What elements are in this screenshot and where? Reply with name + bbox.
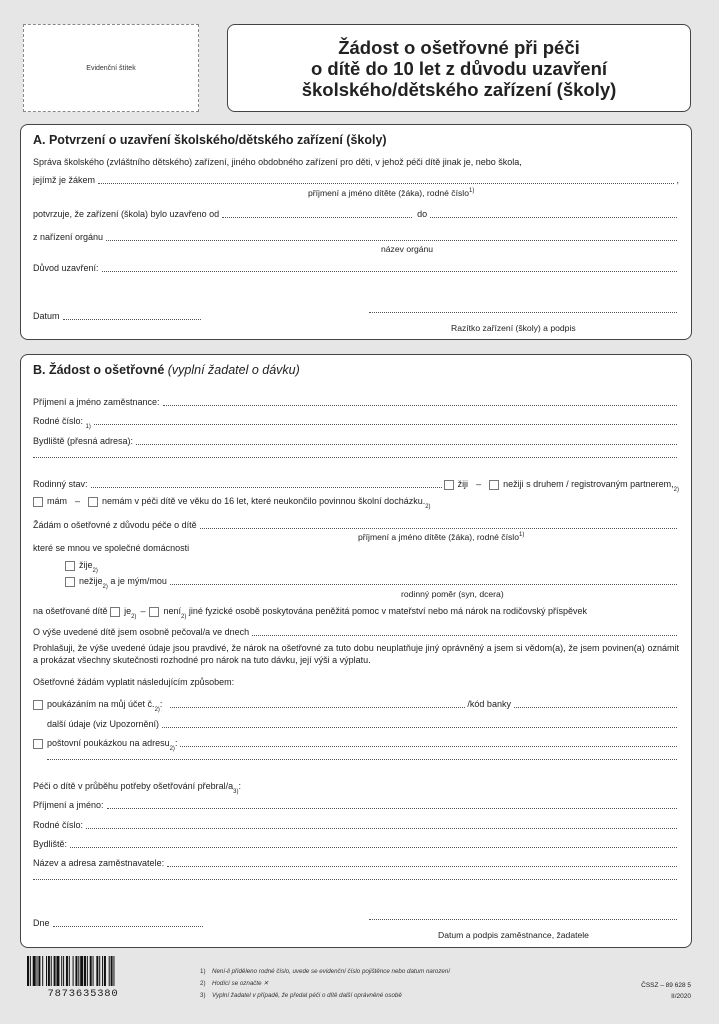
mam-checkbox[interactable] (33, 497, 43, 507)
employer-row-2[interactable] (33, 878, 679, 882)
barcode-bar (104, 956, 106, 986)
barcode-bar (113, 956, 114, 986)
household-row: které se mnou ve společné domácnosti (33, 543, 190, 553)
form-date: II/2020 (671, 993, 691, 1000)
barcode-bar (63, 956, 64, 986)
employee-name-row[interactable]: Příjmení a jméno zaměstnance: (33, 397, 679, 408)
child-care-row: mám – nemám v péči dítě ve věku do 16 let, které neukončilo povinnou školní docházku. 2) (33, 496, 679, 507)
nezije-checkbox[interactable] (65, 577, 75, 587)
barcode-bar (37, 956, 38, 986)
neziji-checkbox[interactable] (489, 480, 499, 490)
barcode (27, 956, 139, 989)
child-name-row[interactable]: jejímž je žákem , (33, 175, 679, 185)
title-line-3: školského/dětského zařízení (školy) (301, 78, 617, 100)
barcode-bar (75, 956, 77, 986)
evidence-label-text: Evidenční štítek (86, 64, 136, 72)
authority-row[interactable]: z nařízení orgánu (33, 232, 679, 243)
handover-name-row[interactable]: Příjmení a jméno: (33, 800, 679, 811)
address-row-2[interactable] (33, 456, 679, 460)
barcode-bar (109, 956, 110, 986)
account-checkbox[interactable] (33, 700, 43, 710)
barcode-bar (42, 956, 43, 986)
stamp-sub: Razítko zařízení (školy) a podpis (451, 323, 576, 333)
barcode-bar (99, 956, 100, 986)
relation-sub: rodinný poměr (syn, dcera) (401, 589, 504, 599)
other-details-row[interactable]: další údaje (viz Upozornění) (47, 719, 679, 730)
stamp-row[interactable] (366, 311, 679, 315)
request-child-sub: příjmení a jméno dítěte (žáka), rodné číslo$^{1)}$ (358, 532, 525, 542)
payment-method-label: Ošetřovné žádám vyplatit následujícím způsobem: (33, 677, 235, 687)
signature-row[interactable] (366, 918, 679, 922)
title-line-2: o dítě do 10 let z důvodu uzavření (310, 57, 608, 79)
declaration-text: Prohlašuji, že výše uvedené údaje jsou pravdivé, že nárok na ošetřovné za tuto dobu neuplatňuje jiný oprávněný a jsem si vědom(a), že jsem povinen(a) oznámit a prokázat všechny skutečnosti rozhodné pro nárok na tuto dávku, její výši a výplatu. (33, 643, 679, 665)
footnote-2: 2) Hodící se označte ✕ (200, 980, 269, 987)
barcode-bar (84, 956, 86, 986)
benefit-row: na ošetřované dítě je 2) – není 2) jiné fyzické osobě poskytována peněžitá pomoc v mateřství nebo má nárok na rodičovský příspěvek (33, 606, 588, 620)
child-name-sub: příjmení a jméno dítěte (žáka), rodné číslo$^{1)}$ (308, 188, 475, 198)
barcode-bar (54, 956, 56, 986)
barcode-bar (46, 956, 47, 986)
barcode-number: 7873635380 (47, 988, 119, 1000)
section-a-heading: A. Potvrzení o uzavření školského/dětského zařízení (školy) (33, 133, 387, 147)
date-b-row[interactable]: Dne (33, 918, 205, 929)
employer-row[interactable]: Název a adresa zaměstnavatele: (33, 858, 679, 869)
barcode-bar (30, 956, 31, 986)
closed-dates-row[interactable]: potvrzuje, že zařízení (škola) bylo uzavřeno od do (33, 209, 679, 220)
barcode-bar (56, 956, 59, 986)
marital-row: Rodinný stav: žiji – nežiji s druhem / registrovaným partnerem, 2) (33, 479, 679, 493)
employee-rc-row[interactable]: Rodné číslo: 1) (33, 416, 679, 427)
postal-checkbox[interactable] (33, 739, 43, 749)
handover-label: Péči o dítě v průběhu potřeby ošetřování přebral/a 3) : (33, 781, 241, 795)
title-line-1: Žádost o ošetřovné při péči (338, 36, 580, 58)
date-a-row[interactable]: Datum (33, 311, 203, 322)
barcode-bar (69, 956, 70, 986)
barcode-bar (90, 956, 92, 986)
authority-sub: název orgánu (381, 244, 434, 254)
ziji-checkbox[interactable] (444, 480, 454, 490)
evidence-label-box (23, 24, 199, 112)
section-a (20, 124, 692, 340)
zije-row: žije 2) (65, 560, 679, 571)
neni-checkbox[interactable] (149, 607, 159, 617)
handover-address-row[interactable]: Bydliště: (33, 839, 679, 850)
barcode-bar (102, 956, 103, 986)
care-days-row[interactable]: O výše uvedené dítě jsem osobně pečoval/a ve dnech (33, 627, 679, 638)
title-box (227, 24, 691, 112)
handover-rc-row[interactable]: Rodné číslo: (33, 820, 679, 831)
account-row[interactable]: poukázáním na můj účet č. 2) : /kód banky (33, 699, 679, 710)
request-child-row[interactable]: Žádám o ošetřovné z důvodu péče o dítě (33, 520, 679, 531)
barcode-bar (48, 956, 50, 986)
je-checkbox[interactable] (110, 607, 120, 617)
reason-row[interactable]: Důvod uzavření: (33, 263, 679, 274)
barcode-bar (27, 956, 29, 986)
footnote-1: 1) Není-li přiděleno rodné číslo, uvede se evidenční číslo pojištěnce nebo datum narození (200, 968, 451, 975)
footnote-3: 3) Vyplní žadatel v případě, že předal péči o dítě další oprávněné osobě (200, 992, 402, 999)
barcode-bar (111, 956, 113, 986)
barcode-bar (93, 956, 94, 986)
barcode-bar (78, 956, 79, 986)
section-b (20, 354, 692, 948)
section-a-intro: Správa školského (zvláštního dětského) zařízení, jiného obdobného zařízení pro děti, v jehož péči dítě jinak je, nebo škola, (33, 157, 522, 167)
form-code: ČSSZ – 89 628 5 (641, 982, 691, 989)
barcode-bar (33, 956, 36, 986)
barcode-bar (73, 956, 74, 986)
postal-row[interactable]: poštovní poukázkou na adresu 2) : (33, 738, 679, 749)
barcode-bar (61, 956, 62, 986)
address-row[interactable]: Bydliště (přesná adresa): (33, 436, 679, 447)
nezije-row[interactable]: nežije 2) a je mým/mou (65, 576, 679, 587)
barcode-bar (96, 956, 98, 986)
postal-row-2[interactable] (47, 758, 679, 762)
barcode-bar (66, 956, 68, 986)
section-b-heading: B. Žádost o ošetřovné (vyplní žadatel o dávku) (33, 363, 300, 377)
zije-checkbox[interactable] (65, 561, 75, 571)
nemam-checkbox[interactable] (88, 497, 98, 507)
barcode-bar (38, 956, 40, 986)
signature-sub: Datum a podpis zaměstnance, žadatele (438, 930, 589, 940)
barcode-bar (80, 956, 83, 986)
barcode-bar (87, 956, 88, 986)
barcode-bar (51, 956, 52, 986)
